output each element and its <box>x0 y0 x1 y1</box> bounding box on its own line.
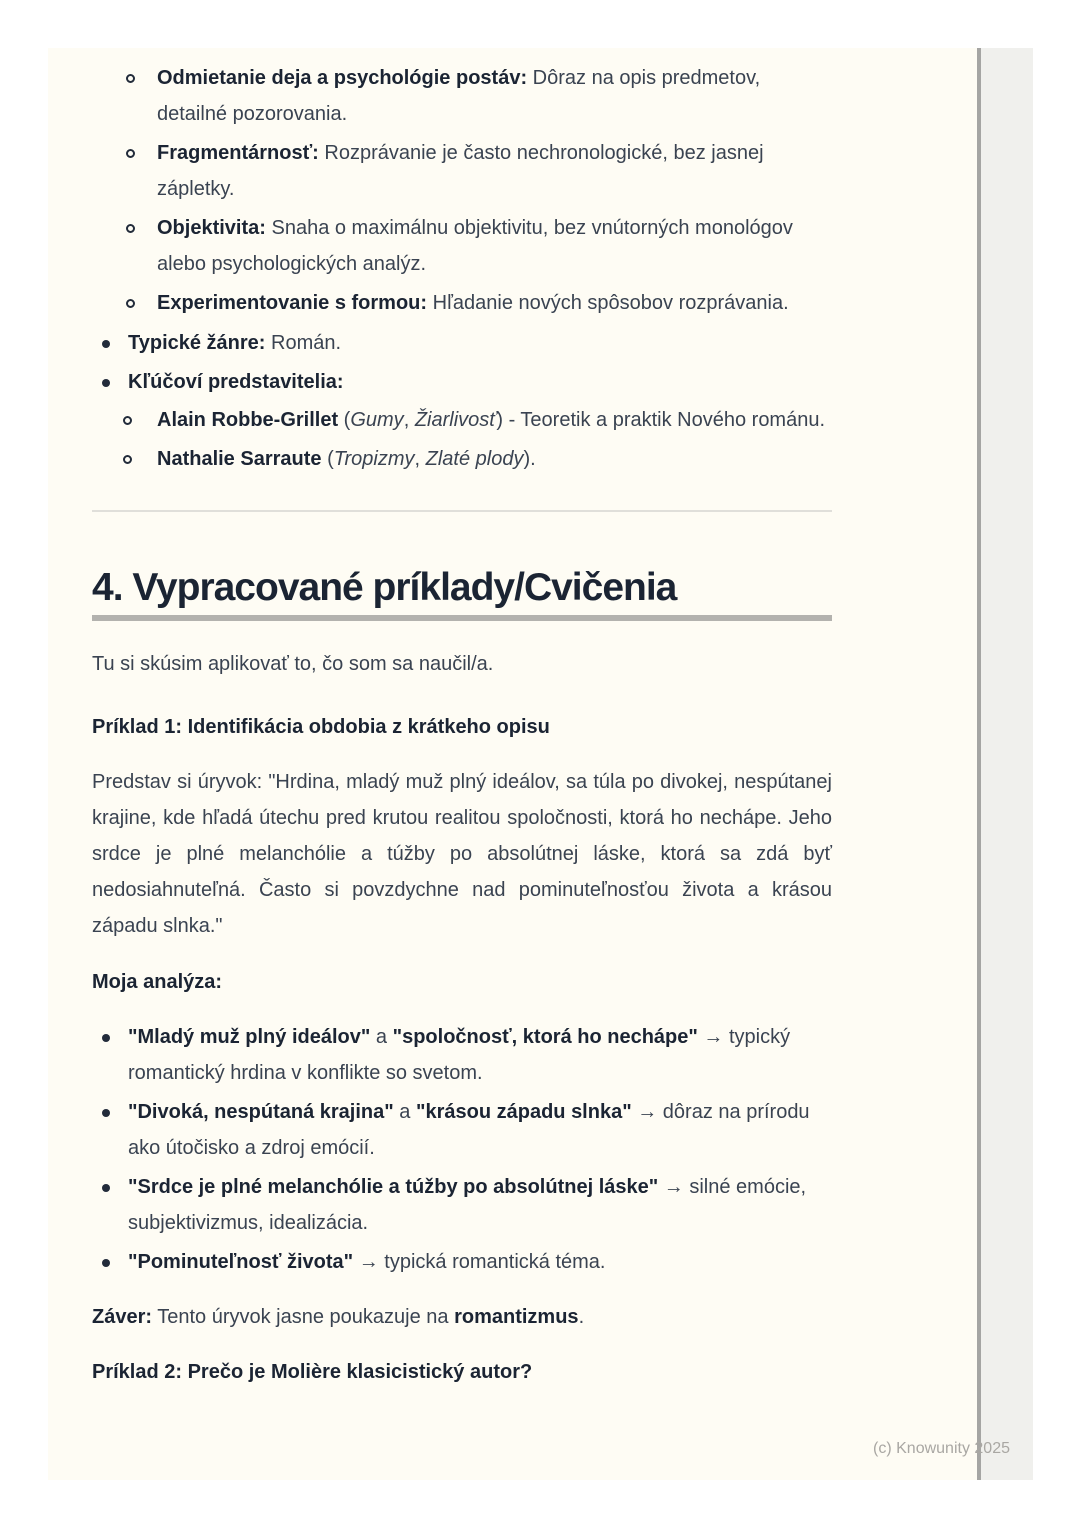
circle-bullet-icon <box>123 455 132 464</box>
disc-bullet-icon <box>102 1109 110 1117</box>
genres-text: Román. <box>265 332 342 354</box>
analysis-text: → typická romantická téma. <box>353 1251 606 1273</box>
punctuation: , <box>414 448 426 470</box>
analysis-quote: "Divoká, nespútaná krajina" <box>128 1101 394 1123</box>
feature-label: Experimentovanie s formou: <box>157 292 428 314</box>
section-divider <box>92 510 832 512</box>
analysis-quote: "Pominuteľnosť života" <box>128 1251 354 1273</box>
authors-list <box>128 402 832 477</box>
disc-bullet-icon <box>102 1184 110 1192</box>
analysis-text: → typický romantický hrdina v konflikte so svetom. <box>128 1026 791 1084</box>
list-item <box>92 135 832 207</box>
example1-title: Príklad 1: Identifikácia obdobia z krátkeho opisu <box>92 716 550 738</box>
document-content <box>92 60 832 1390</box>
list-item <box>92 325 832 361</box>
excerpt-paragraph: Predstav si úryvok: "Hrdina, mladý muž plný ideálov, sa túla po divokej, nespútanej krajine, kde hľadá útechu pred krutou realitou spoločnosti, ktorá ho nechápe. Jeho srdce je plné melanchólie a túžby po absolútnej láske, ktorá sa zdá byť nedosiahnuteľná. Často si povzdychne nad pominuteľnosťou života a krásou západu slnka." <box>92 771 832 937</box>
analysis-text: → silné emócie, subjektivizmus, idealizácia. <box>128 1176 807 1234</box>
genre-representatives-list <box>92 325 832 477</box>
conclusion-bold: romantizmus <box>454 1306 579 1328</box>
author-item <box>128 441 832 477</box>
feature-text: Hľadanie nových spôsobov rozprávania. <box>427 292 789 314</box>
analysis-title: Moja analýza: <box>92 971 223 993</box>
disc-bullet-icon <box>102 1259 110 1267</box>
author-name: Alain Robbe-Grillet <box>157 409 339 431</box>
punctuation: , <box>403 409 415 431</box>
list-item <box>92 364 832 477</box>
list-item <box>92 210 832 282</box>
feature-label: Objektivita: <box>157 217 266 239</box>
punctuation: ( <box>338 409 351 431</box>
analysis-item <box>92 1019 832 1091</box>
feature-text: Rozprávanie je často nechronologické, bez jasnej zápletky. <box>157 142 764 200</box>
section-heading: 4. Vypracované príklady/Cvičenia <box>92 566 677 609</box>
novel-features-list <box>92 60 832 321</box>
circle-bullet-icon <box>126 299 135 308</box>
conclusion-text: Tento úryvok jasne poukazuje na <box>152 1306 455 1328</box>
circle-bullet-icon <box>126 224 135 233</box>
work-title: Zlaté plody <box>425 448 524 470</box>
analysis-quote: "spoločnosť, ktorá ho nechápe" <box>392 1026 698 1048</box>
disc-bullet-icon <box>102 379 110 387</box>
heading-rule <box>92 615 832 621</box>
analysis-text: → dôraz na prírodu ako útočisko a zdroj emócií. <box>128 1101 810 1159</box>
circle-bullet-icon <box>126 74 135 83</box>
analysis-item <box>92 1094 832 1166</box>
document-page-card <box>48 48 977 1480</box>
analysis-quote: "Srdce je plné melanchólie a túžby po absolútnej láske" <box>128 1176 659 1198</box>
disc-bullet-icon <box>102 1034 110 1042</box>
analysis-quote: "krásou západu slnka" <box>415 1101 632 1123</box>
author-description: ). <box>523 448 536 470</box>
analysis-item <box>92 1169 832 1241</box>
analysis-connector: a <box>370 1026 393 1048</box>
feature-label: Odmietanie deja a psychológie postáv: <box>157 67 528 89</box>
list-item <box>92 60 832 132</box>
author-description: ) - Teoretik a praktik Nového románu. <box>496 409 826 431</box>
work-title: Gumy <box>350 409 404 431</box>
feature-text: Dôraz na opis predmetov, detailné pozorovania. <box>157 67 761 125</box>
watermark-text: (c) Knowunity 2025 <box>873 1440 1010 1457</box>
genres-label: Typické žánre: <box>128 332 266 354</box>
work-title: Žiarlivosť <box>414 409 497 431</box>
feature-label: Fragmentárnosť: <box>157 142 319 164</box>
punctuation: ( <box>321 448 334 470</box>
disc-bullet-icon <box>102 340 110 348</box>
circle-bullet-icon <box>123 416 132 425</box>
circle-bullet-icon <box>126 149 135 158</box>
conclusion-paragraph <box>92 1299 832 1335</box>
work-title: Tropizmy <box>333 448 415 470</box>
analysis-list <box>92 1019 832 1280</box>
author-item <box>128 402 832 438</box>
list-item <box>92 285 832 321</box>
intro-paragraph: Tu si skúsim aplikovať to, čo som sa naučil/a. <box>92 653 494 675</box>
feature-text: Snaha o maximálnu objektivitu, bez vnútorných monológov alebo psychologických analýz. <box>157 217 793 275</box>
example2-title: Príklad 2: Prečo je Molière klasicistický autor? <box>92 1361 533 1383</box>
analysis-item <box>92 1244 832 1280</box>
conclusion-label: Záver: <box>92 1306 153 1328</box>
representatives-label: Kľúčoví predstavitelia: <box>128 371 344 393</box>
analysis-connector: a <box>393 1101 416 1123</box>
analysis-quote: "Mladý muž plný ideálov" <box>128 1026 371 1048</box>
conclusion-end: . <box>578 1306 585 1328</box>
author-name: Nathalie Sarraute <box>157 448 322 470</box>
page-side-gutter <box>977 48 1033 1480</box>
